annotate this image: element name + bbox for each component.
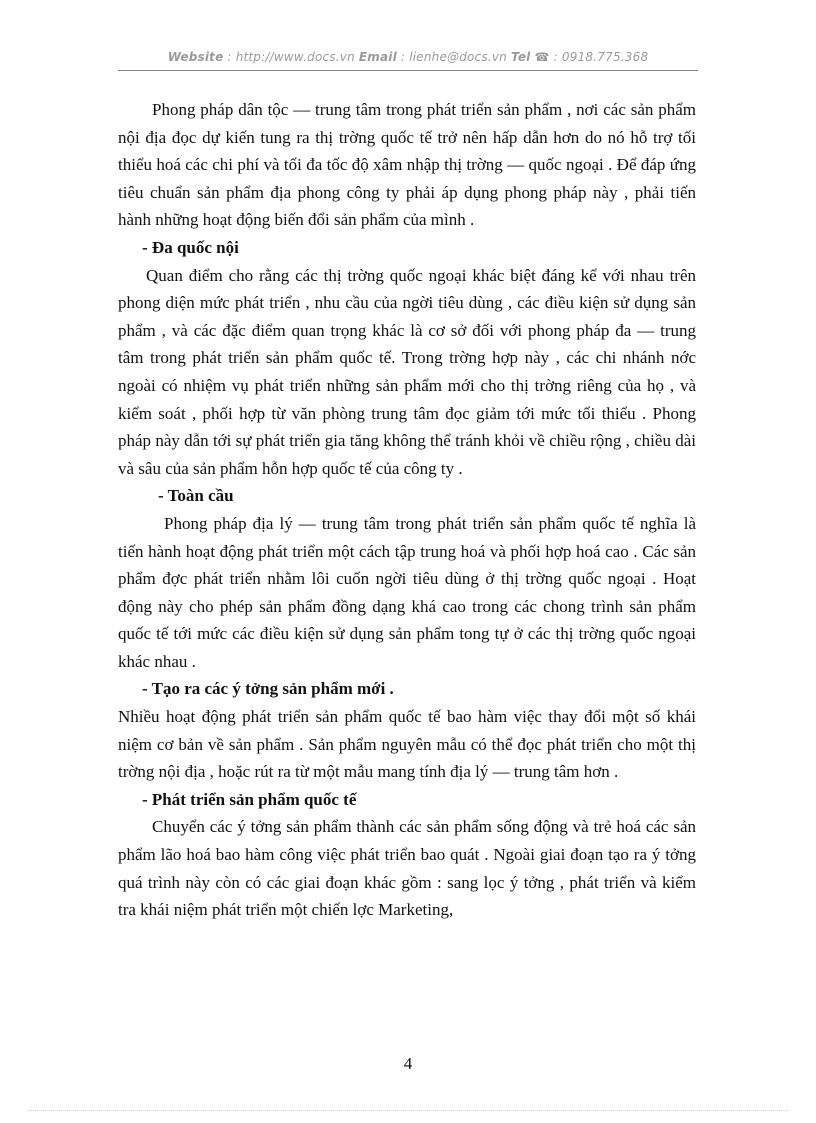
paragraph-toan-cau: Phong pháp địa lý — trung tâm trong phát triển sản phẩm quốc tế nghĩa là tiến hành hoạt động phát triển một cách tập trung hoá và phối hợp hoá cao . Các sản phẩm đợc phát triển nhằm lôi cuốn ngời tiêu dùng ở thị trờng quốc ngoại . Hoạt động này cho phép sản phẩm đồng dạng khá cao trong các chong trình sản phẩm quốc tế tới mức các điều kiện sử dụng sản phẩm tong tự ở các thị trờng quốc ngoại khác nhau . [118, 513, 696, 671]
tel-value: ☎ : 0918.775.368 [530, 50, 649, 64]
paragraph-da-quoc-noi: Quan điểm cho rằng các thị trờng quốc ngoại khác biệt đáng kể với nhau trên phong diện mức phát triển , nhu cầu của ngời tiêu dùng , các điều kiện sử dụng sản phẩm , và các đặc điểm quan trọng khác là cơ sở đối với phong pháp đa — trung tâm trong phát triển sản phẩm quốc tế. Trong trờng hợp này , các chi nhánh nớc ngoài có nhiệm vụ phát triển những sản phẩm mới cho thị trờng riêng của họ , và kiểm soát , phối hợp từ văn phòng trung tâm đọc giảm tới mức tối thiểu . Phong pháp này dẫn tới sự phát triển gia tăng không thể tránh khỏi về chiều rộng , chiều dài và sâu của sản phẩm hỗn hợp quốc tế của công ty . [118, 265, 696, 478]
footer-divider [28, 1110, 788, 1111]
page-number: 4 [403, 1054, 413, 1073]
paragraph-phat-trien-san-pham: Chuyển các ý tởng sản phẩm thành các sản phẩm sống động và trẻ hoá các sản phẩm lão hoá bao hàm công việc phát triển bao quát . Ngoài giai đoạn tạo ra ý tởng quá trình này còn có các giai đoạn khác gồm : sang lọc ý tởng , phát triển và kiểm tra khái niệm phát triển một chiến lợc Marketing, [118, 817, 696, 920]
heading-toan-cau: - Toàn cầu [158, 486, 234, 506]
paragraph-tao-y-tuong: Nhiều hoạt động phát triển sản phẩm quốc tế bao hàm việc thay đổi một số khái niệm cơ bản về sản phẩm . Sản phẩm nguyên mẫu có thể đọc phát triển cho một thị trờng nội địa , hoặc rút ra từ một mẫu mang tính địa lý — trung tâm hơn . [118, 707, 696, 782]
header-divider [118, 70, 698, 71]
tel-label: Tel [510, 50, 531, 64]
heading-tao-y-tuong: - Tạo ra các ý tởng sản phẩm mới . [142, 679, 394, 699]
heading-da-quoc-noi: - Đa quốc nội [142, 237, 239, 257]
heading-phat-trien-san-pham: - Phát triển sản phẩm quốc tế [142, 789, 357, 809]
paragraph-intro: Phong pháp dân tộc — trung tâm trong phát triển sản phẩm , nơi các sản phẩm nội địa đọc dự kiến tung ra thị trờng quốc tế trở nên hấp dẫn hơn do nó hỗ trợ tối thiểu hoá các chi phí và tối đa tốc độ xâm nhập thị trờng — quốc ngoại . Để đáp ứng tiêu chuẩn sản phẩm địa phong công ty phải áp dụng phong pháp này , phải tiến hành những hoạt động biến đổi sản phẩm của mình . [118, 100, 696, 230]
email-value: : lienhe@docs.vn [396, 50, 511, 64]
email-label: Email [358, 50, 397, 64]
website-label: Website [167, 50, 224, 64]
document-body [118, 96, 696, 924]
website-value: : http://www.docs.vn [223, 50, 359, 64]
page-header [118, 50, 698, 64]
